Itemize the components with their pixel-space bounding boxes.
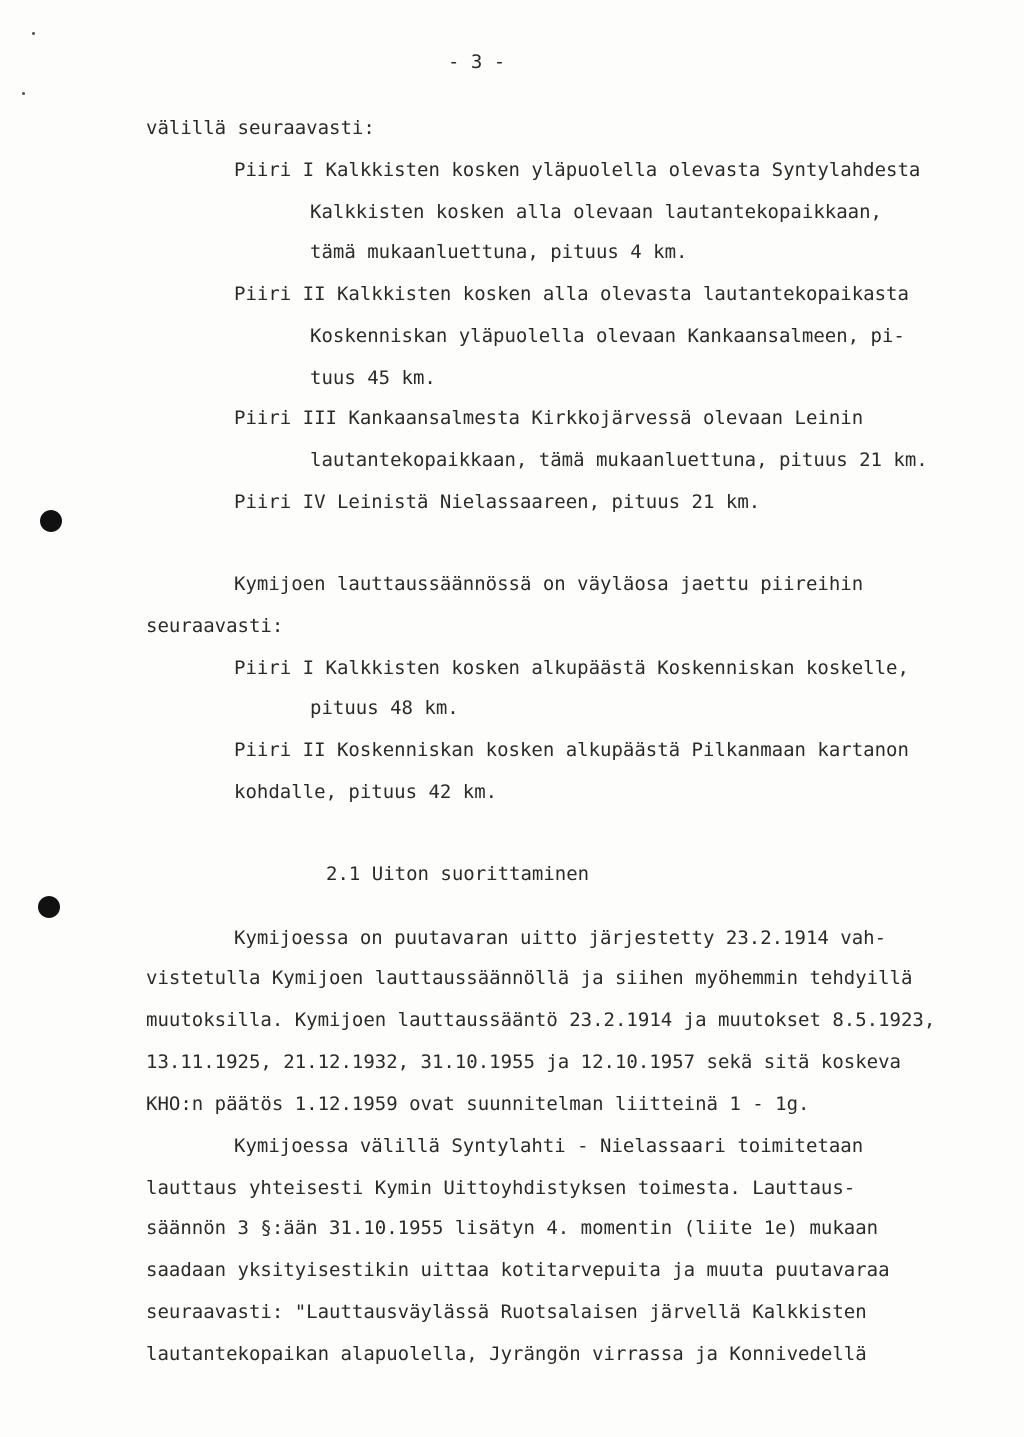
paragraph-line: KHO:n päätös 1.12.1959 ovat suunnitelman liitteinä 1 - 1g. bbox=[146, 1093, 810, 1115]
scan-speck bbox=[32, 32, 35, 35]
paragraph-line: saadaan yksityisestikin uittaa kotitarvepuita ja muuta puutavaraa bbox=[146, 1259, 890, 1281]
text-line: Koskenniskan yläpuolella olevaan Kankaansalmeen, pi- bbox=[310, 325, 905, 347]
text-line: tuus 45 km. bbox=[310, 367, 436, 389]
district-line: Piiri II Koskenniskan kosken alkupäästä Pilkanmaan kartanon bbox=[234, 739, 909, 761]
paragraph-line: 13.11.1925, 21.12.1932, 31.10.1955 ja 12.10.1957 sekä sitä koskeva bbox=[146, 1051, 901, 1073]
paragraph-line: Kymijoessa on puutavaran uitto järjestetty 23.2.1914 vah- bbox=[234, 927, 887, 949]
scan-speck bbox=[22, 92, 25, 95]
paragraph-line: muutoksilla. Kymijoen lauttaussääntö 23.2.1914 ja muutokset 8.5.1923, bbox=[146, 1009, 936, 1031]
text-line: Kalkkisten kosken alla olevaan lautantekopaikkaan, bbox=[310, 201, 882, 223]
text-line: lautantekopaikkaan, tämä mukaanluettuna, pituus 21 km. bbox=[310, 449, 928, 471]
text-line: pituus 48 km. bbox=[310, 697, 459, 719]
punch-hole-bottom bbox=[38, 896, 60, 918]
text-line: tämä mukaanluettuna, pituus 4 km. bbox=[310, 241, 688, 263]
text-line: kohdalle, pituus 42 km. bbox=[234, 781, 498, 803]
text-line: välillä seuraavasti: bbox=[146, 117, 375, 139]
text-line: seuraavasti: bbox=[146, 615, 284, 637]
paragraph-line: Kymijoessa välillä Syntylahti - Nielassaari toimitetaan bbox=[234, 1135, 864, 1157]
punch-hole-top bbox=[40, 510, 62, 532]
district-line: Piiri II Kalkkisten kosken alla olevasta lautantekopaikasta bbox=[234, 283, 909, 305]
district-line: Piiri IV Leinistä Nielassaareen, pituus 21 km. bbox=[234, 491, 761, 513]
paragraph-line: säännön 3 §:ään 31.10.1955 lisätyn 4. momentin (liite 1e) mukaan bbox=[146, 1217, 879, 1239]
section-heading: 2.1 Uiton suorittaminen bbox=[326, 863, 590, 885]
paragraph-line: lautantekopaikan alapuolella, Jyrängön virrassa ja Konnivedellä bbox=[146, 1343, 867, 1365]
paragraph-line: seuraavasti: "Lauttausväylässä Ruotsalaisen järvellä Kalkkisten bbox=[146, 1301, 867, 1323]
district-line: Piiri I Kalkkisten kosken yläpuolella olevasta Syntylahdesta bbox=[234, 159, 921, 181]
district-line: Piiri I Kalkkisten kosken alkupäästä Koskenniskan koskelle, bbox=[234, 657, 909, 679]
district-line: Piiri III Kankaansalmesta Kirkkojärvessä olevaan Leinin bbox=[234, 407, 864, 429]
paragraph-line: vistetulla Kymijoen lauttaussäännöllä ja siihen myöhemmin tehdyillä bbox=[146, 967, 913, 989]
text-line: Kymijoen lauttaussäännössä on väyläosa jaettu piireihin bbox=[234, 573, 864, 595]
page-number: - 3 - bbox=[448, 51, 506, 73]
paragraph-line: lauttaus yhteisesti Kymin Uittoyhdistyksen toimesta. Lauttaus- bbox=[146, 1177, 856, 1199]
